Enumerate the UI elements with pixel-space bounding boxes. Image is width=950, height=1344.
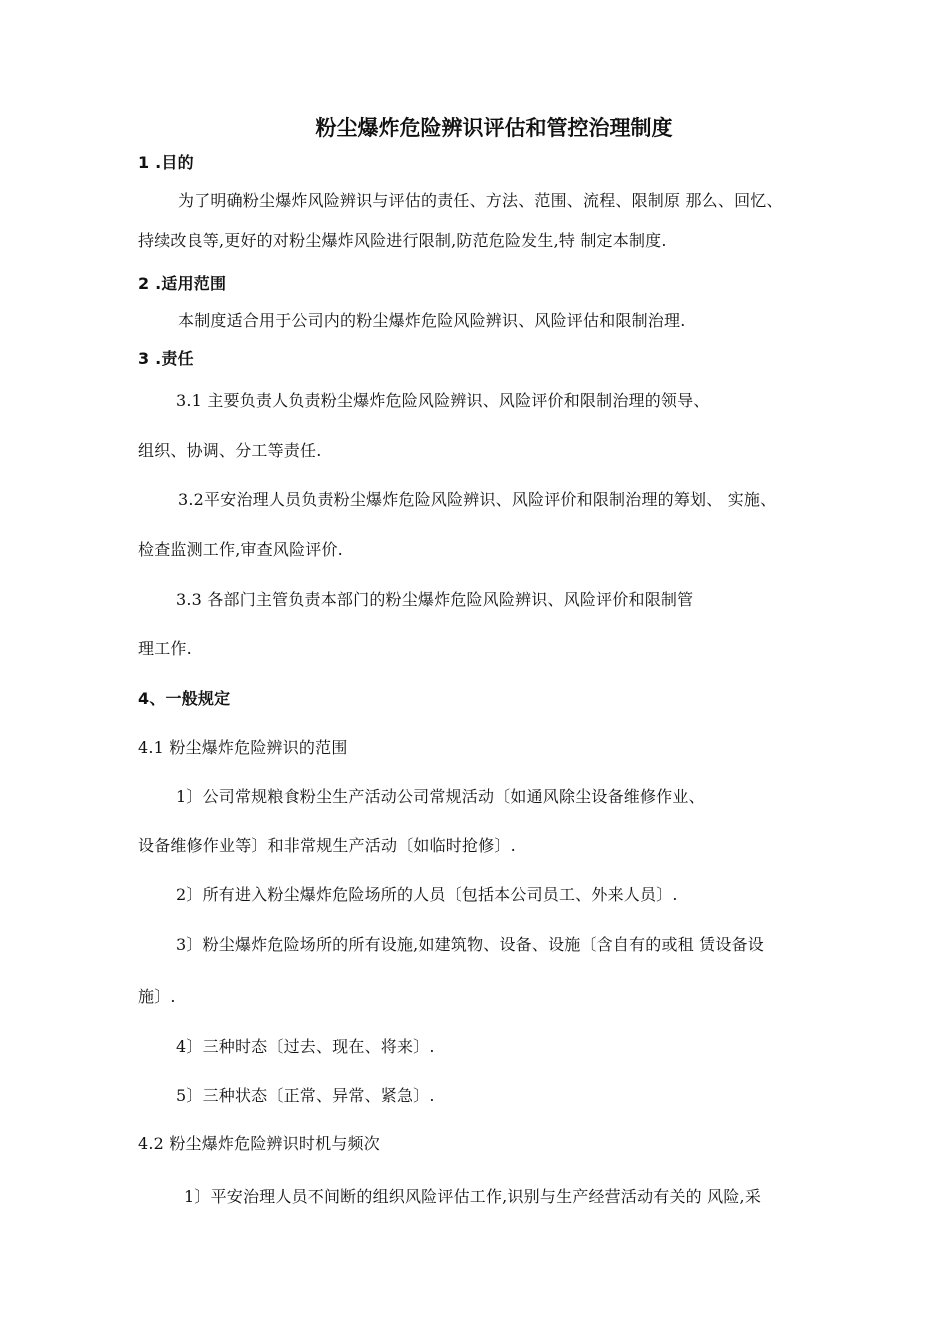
document-title: 粉尘爆炸危险辨识评估和管控治理制度 (315, 116, 673, 140)
section-4-1-heading: 4.1 粉尘爆炸危险辨识的范围 (138, 738, 348, 757)
section-4-1-item-2-line-1: 2〕所有进入粉尘爆炸危险场所的人员〔包括本公司员工、外来人员〕. (176, 885, 678, 904)
section-2-line-1: 本制度适合用于公司内的粉尘爆炸危险风险辨识、风险评估和限制治理. (178, 311, 686, 330)
section-3-item-1-line-1: 3.1 主要负责人负责粉尘爆炸危险风险辨识、风险评价和限制治理的领导、 (176, 391, 710, 410)
section-2-heading: 2 .适用范围 (138, 274, 227, 293)
section-3-item-3-line-1: 3.3 各部门主管负责本部门的粉尘爆炸危险风险辨识、风险评价和限制管 (176, 590, 694, 609)
section-1-line-2: 持续改良等,更好的对粉尘爆炸风险进行限制,防范危险发生,特 制定本制度. (138, 231, 667, 250)
section-4-2-heading: 4.2 粉尘爆炸危险辨识时机与频次 (138, 1134, 380, 1153)
section-3-item-3-line-2: 理工作. (138, 639, 192, 658)
section-4-1-item-3-line-1: 3〕粉尘爆炸危险场所的所有设施,如建筑物、设备、设施〔含自有的或租 赁设备设 (176, 935, 764, 954)
section-4-heading: 4、一般规定 (138, 689, 231, 708)
section-3-item-2-line-2: 检查监测工作,审查风险评价. (138, 540, 343, 559)
section-4-2-item-1-line-1: 1〕平安治理人员不间断的组织风险评估工作,识别与生产经营活动有关的 风险,采 (184, 1187, 762, 1206)
section-3-heading: 3 .责任 (138, 349, 194, 368)
section-4-1-item-1-line-2: 设备维修作业等〕和非常规生产活动〔如临时抢修〕. (138, 836, 516, 855)
section-4-1-item-5-line-1: 5〕三种状态〔正常、异常、紧急〕. (176, 1086, 435, 1105)
section-3-item-1-line-2: 组织、协调、分工等责任. (138, 441, 322, 460)
section-1-line-1: 为了明确粉尘爆炸风险辨识与评估的责任、方法、范围、流程、限制原 那么、回忆、 (178, 191, 783, 210)
section-1-heading: 1 .目的 (138, 153, 194, 172)
section-4-1-item-1-line-1: 1〕公司常规粮食粉尘生产活动公司常规活动〔如通风除尘设备维修作业、 (176, 787, 705, 806)
section-4-1-item-3-line-2: 施〕. (138, 987, 176, 1006)
section-3-item-2-line-1: 3.2平安治理人员负责粉尘爆炸危险风险辨识、风险评价和限制治理的筹划、 实施、 (178, 490, 777, 509)
section-4-1-item-4-line-1: 4〕三种时态〔过去、现在、将来〕. (176, 1037, 435, 1056)
